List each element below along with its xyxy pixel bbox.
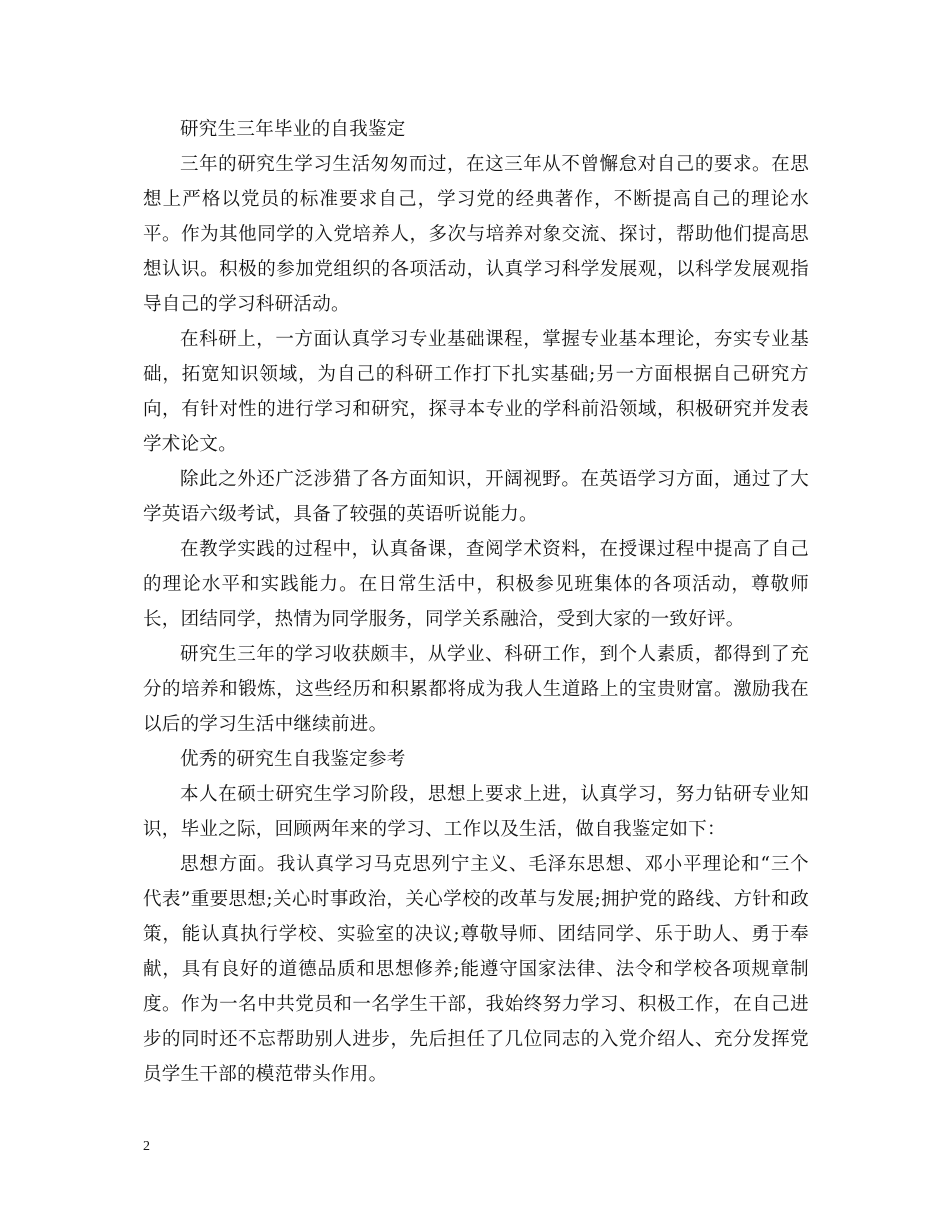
paragraph-summary: 研究生三年的学习收获颇丰，从学业、科研工作，到个人素质，都得到了充分的培养和锻炼，这些经历和积累都将成为我人生道路上的宝贵财富。激励我在以后的学习生活中继续前进。 <box>143 644 809 735</box>
paragraph-english: 除此之外还广泛涉猎了各方面知识，开阔视野。在英语学习方面，通过了大学英语六级考试，具备了较强的英语听说能力。 <box>143 469 809 525</box>
paragraph-teaching-practice: 在教学实践的过程中，认真备课，查阅学术资料，在授课过程中提高了自己的理论水平和实践能力。在日常生活中，积极参见班集体的各项活动，尊敬师长，团结同学，热情为同学服务，同学关系融洽，受到大家的一致好评。 <box>143 539 809 630</box>
section-title-graduation-self-assessment: 研究生三年毕业的自我鉴定 <box>180 119 406 140</box>
paragraph-research: 在科研上，一方面认真学习专业基础课程，掌握专业基本理论，夯实专业基础，拓宽知识领域，为自己的科研工作打下扎实基础;另一方面根据自己研究方向，有针对性的进行学习和研究，探寻本专业的学科前沿领域，积极研究并发表学术论文。 <box>143 329 809 455</box>
page-number: 2 <box>143 1139 150 1154</box>
paragraph-introduction: 本人在硕士研究生学习阶段，思想上要求上进，认真学习，努力钻研专业知识，毕业之际，回顾两年来的学习、工作以及生活，做自我鉴定如下： <box>143 784 809 840</box>
paragraph-thought-aspect: 思想方面。我认真学习马克思列宁主义、毛泽东思想、邓小平理论和“三个代表”重要思想;关心时事政治，关心学校的改革与发展;拥护党的路线、方针和政策，能认真执行学校、实验室的决议;尊敬导师、团结同学、乐于助人、勇于奉献，具有良好的道德品质和思想修养;能遵守国家法律、法令和学校各项规章制度。作为一名中共党员和一名学生干部，我始终努力学习、积极工作，在自己进步的同时还不忘帮助别人进步，先后担任了几位同志的入党介绍人、充分发挥党员学生干部的模范带头作用。 <box>143 854 809 1085</box>
paragraph-ideology: 三年的研究生学习生活匆匆而过，在这三年从不曾懈怠对自己的要求。在思想上严格以党员的标准要求自己，学习党的经典著作，不断提高自己的理论水平。作为其他同学的入党培养人，多次与培养对象交流、探讨，帮助他们提高思想认识。积极的参加党组织的各项活动，认真学习科学发展观，以科学发展观指导自己的学习科研活动。 <box>143 154 809 315</box>
section-title-excellent-self-assessment: 优秀的研究生自我鉴定参考 <box>180 749 406 770</box>
document-body <box>143 112 809 1092</box>
